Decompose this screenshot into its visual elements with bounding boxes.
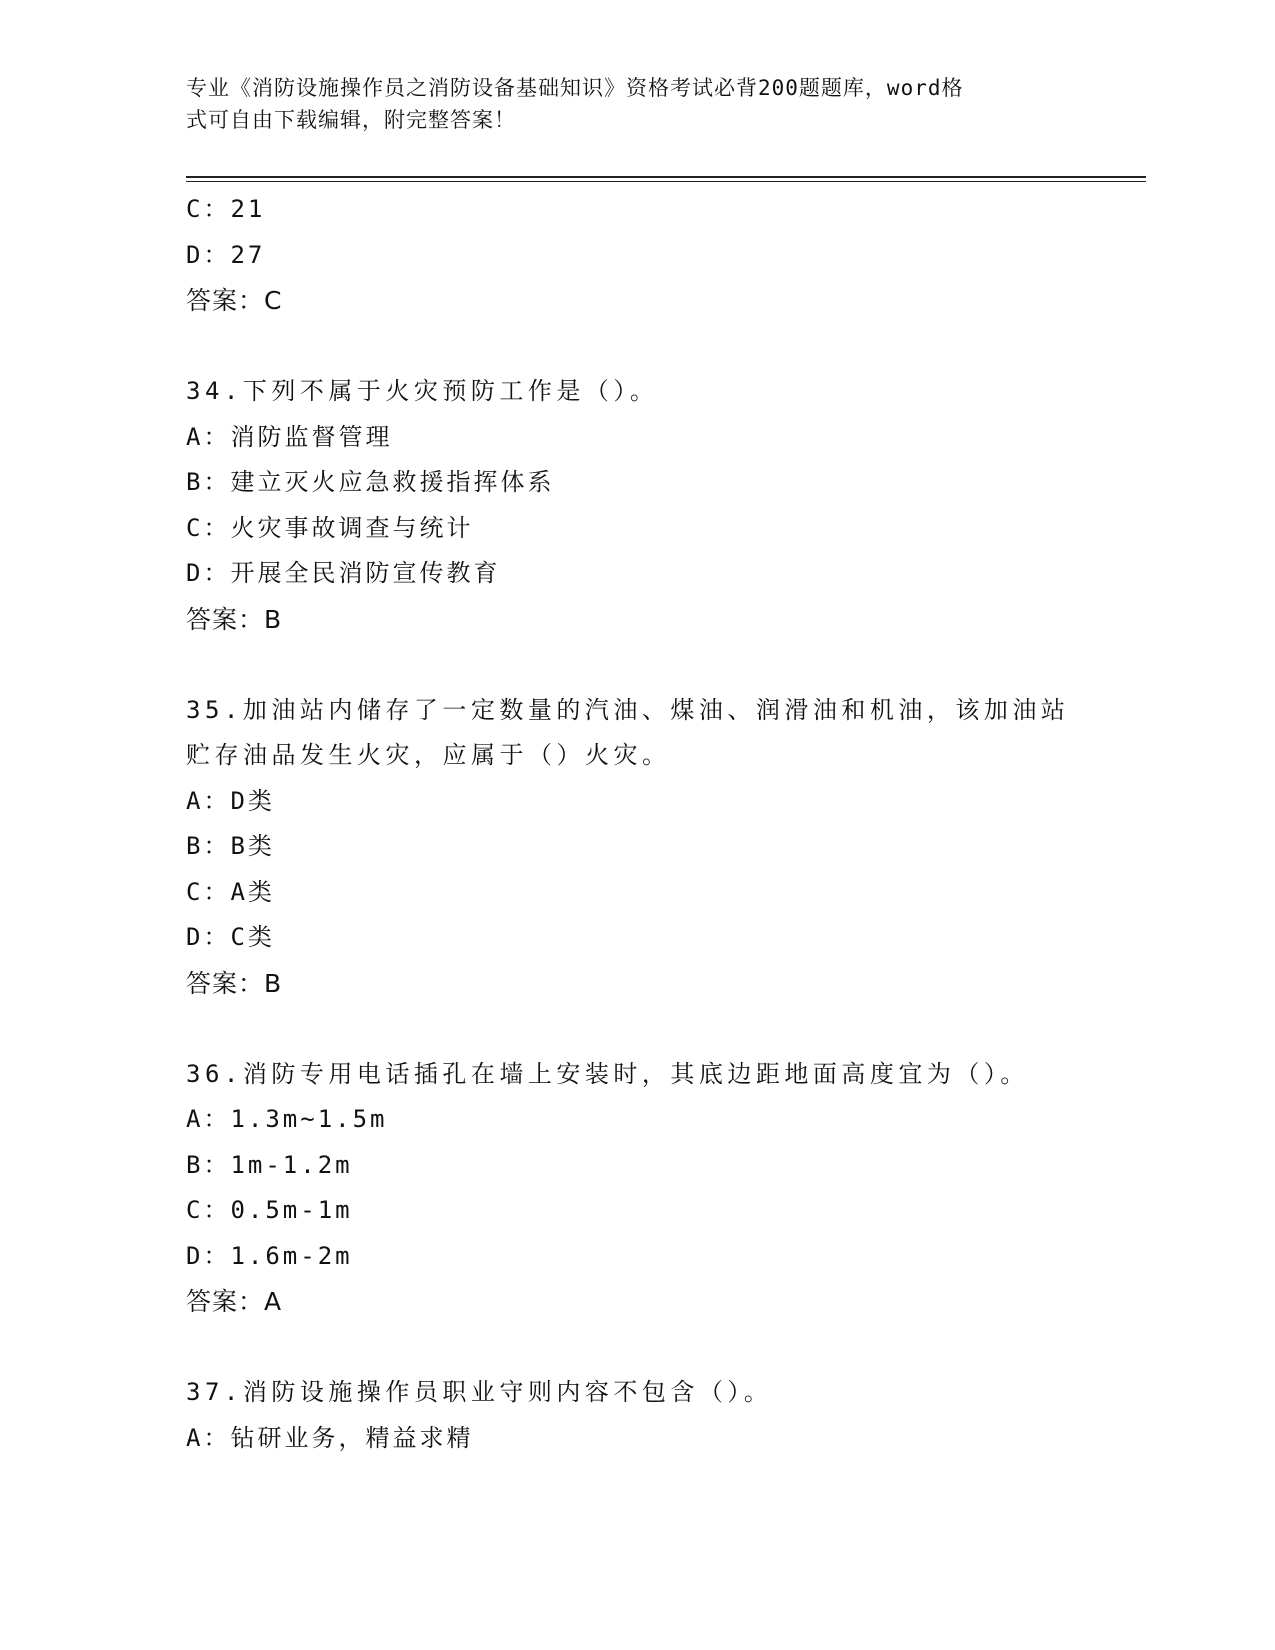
carryover-block (186, 187, 1086, 324)
header-line-1: 专业《消防设施操作员之消防设备基础知识》资格考试必背200题题库，word格 (186, 76, 964, 100)
option-b: B：B类 (186, 832, 275, 860)
option-b: B：建立灭火应急救援指挥体系 (186, 468, 555, 496)
option-c: C：A类 (186, 877, 275, 906)
header-divider-thin (186, 181, 1146, 182)
question-stem: 37.消防设施操作员职业守则内容不包含（）。 (186, 1378, 773, 1406)
question-stem: 36.消防专用电话插孔在墙上安装时，其底边距地面高度宜为（）。 (186, 1059, 1029, 1088)
spacer (186, 642, 1086, 688)
option-d: D：27 (186, 240, 266, 269)
option-a: A：1.3m~1.5m (186, 1105, 388, 1133)
answer-label: 答案：C (186, 286, 283, 315)
option-d: D：1.6m-2m (186, 1241, 353, 1270)
option-b: B：1m-1.2m (186, 1150, 353, 1179)
option-c: C：0.5m-1m (186, 1196, 353, 1224)
option-a: A：D类 (186, 786, 275, 815)
spacer (186, 1006, 1086, 1052)
option-a: A：钻研业务，精益求精 (186, 1423, 474, 1452)
header-line-2: 式可自由下载编辑，附完整答案！ (186, 108, 516, 132)
option-c: C：火灾事故调查与统计 (186, 513, 474, 542)
answer-label: 答案：A (186, 1287, 283, 1316)
option-a: A：消防监督管理 (186, 422, 393, 451)
question-stem: 34.下列不属于火灾预防工作是（）。 (186, 377, 659, 405)
question-list (186, 187, 1086, 1461)
option-d: D：C类 (186, 923, 275, 951)
question-35 (186, 688, 1086, 1007)
header-divider-thick (186, 176, 1146, 178)
question-37 (186, 1370, 1086, 1461)
answer-label: 答案：B (186, 968, 283, 998)
question-stem-continued: 贮存油品发生火灾，应属于（）火灾。 (186, 741, 671, 769)
spacer (186, 324, 1086, 370)
spacer (186, 1325, 1086, 1371)
question-stem: 35.加油站内储存了一定数量的汽油、煤油、润滑油和机油，该加油站 (186, 695, 1070, 724)
option-c: C：21 (186, 195, 266, 223)
question-36 (186, 1052, 1086, 1325)
answer-label: 答案：B (186, 604, 283, 634)
question-34 (186, 369, 1086, 642)
document-header (186, 72, 1066, 136)
option-d: D：开展全民消防宣传教育 (186, 559, 501, 587)
